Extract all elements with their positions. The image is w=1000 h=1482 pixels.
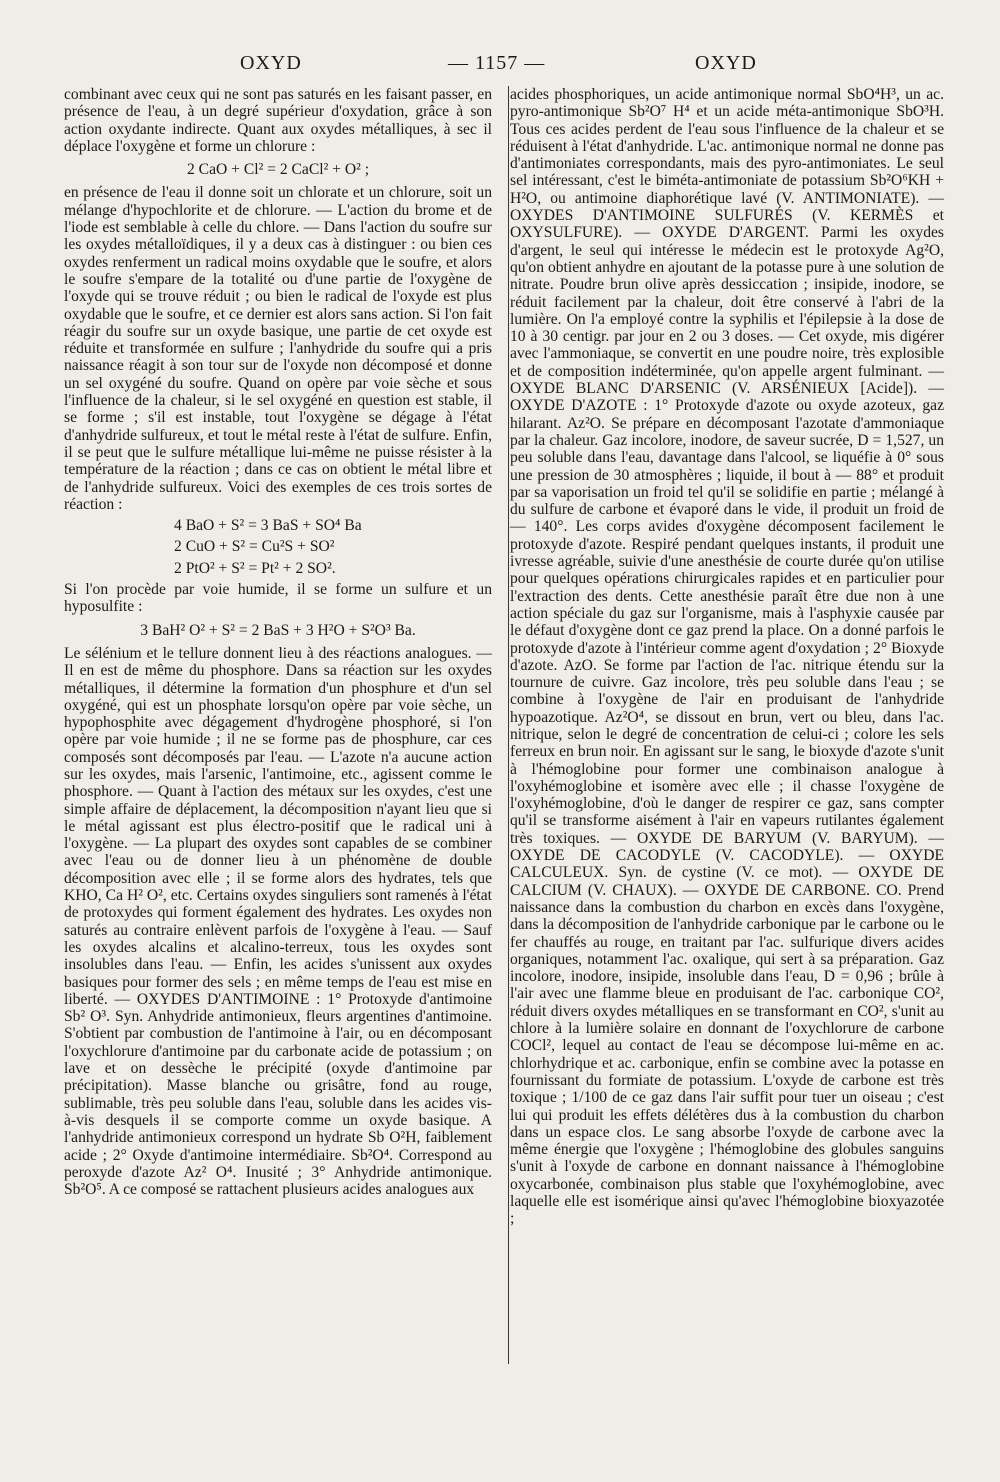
left-column [64, 86, 492, 1198]
page-number: — 1157 — [448, 52, 546, 74]
paragraph: combinant avec ceux qui ne sont pas saturés en les faisant passer, en présence de l'eau, à un degré supérieur d'oxydation, grâce à son action oxydante indirecte. Quant aux oxydes métalliques, à sec il déplace l'oxygène et forme un chlorure : [64, 86, 492, 155]
paragraph: Si l'on procède par voie humide, il se forme un sulfure et un hyposulfite : [64, 581, 492, 616]
equation: 2 CuO + S² = Cu²S + SO² [174, 538, 335, 556]
paragraph: en présence de l'eau il donne soit un chlorate et un chlorure, soit un mélange d'hypochlorite et de chlorure. — L'action du brome et de l'iode est semblable à celle du chlore. — Dans l'action du soufre sur les oxydes métalloïdiques, il y a deux cas à distinguer : ou bien ces oxydes renferment un radical moins oxydable que le soufre, et alors le soufre s'empare de la totalité ou d'une partie de l'oxygène de l'oxyde qui se trouve réduit ; ou bien le radical de l'oxyde est plus oxydable que le soufre, et ce dernier est alors sans action. Si l'on fait réagir du soufre sur un oxyde basique, une partie de cet oxyde est réduite et transformée en sulfure ; l'anhydride du soufre qui a pris naissance réagit à son tour sur de l'oxyde non décomposé et donne un sel oxygéné du soufre. Quand on opère par voie sèche et sous l'influence de la chaleur, si le sel oxygéné en question est stable, il se forme ; s'il est instable, tout l'oxygène se dégage à l'état d'anhydride sulfureux, et tout le métal reste à l'état de sulfure. Enfin, il se peut que le sulfure métallique lui-même ne puisse résister à la température de la réaction ; dans ce cas on obtient le métal libre et de l'anhydride sulfureux. Voici des exemples de ces trois sortes de réaction : [64, 184, 492, 513]
right-column [510, 86, 944, 1228]
paragraph: Le sélénium et le tellure donnent lieu à des réactions analogues. — Il en est de même du phosphore. Dans sa réaction sur les oxydes métalliques, il détermine la formation d'un phosphure et d'un sel oxygéné, qui est un phosphate lorsqu'on opère par voie sèche, un hypophosphite avec dégagement d'hydrogène phosphoré, si l'on opère par voie humide ; il ne se forme pas de phosphure, car ces composés sont décomposés par l'eau. — L'azote n'a aucune action sur les oxydes, mais l'arsenic, l'antimoine, etc., agissent comme le phosphore. — Quant à l'action des métaux sur les oxydes, c'est une simple affaire de déplacement, la décomposition n'ayant lieu que si le métal agissant est plus électro-positif que le radical uni à l'oxygène. — La plupart des oxydes sont capables de se combiner avec l'eau ou de donner lieu à un phénomène de double décomposition avec elle ; il se forme alors des hydrates, tels que KHO, Ca H² O², etc. Certains oxydes singuliers sont ramenés à l'état de protoxydes qui forment également des hydrates. Les oxydes non saturés au contraire enlèvent parfois de l'oxygène à l'eau. — Sauf les oxydes alcalins et alcalino-terreux, tous les oxydes sont insolubles dans l'eau. — Enfin, les acides s'unissent aux oxydes basiques pour former des sels ; en même temps de l'eau est mise en liberté. — OXYDES D'ANTIMOINE : 1° Protoxyde d'antimoine Sb² O³. Syn. Anhydride antimonieux, fleurs argentines d'antimoine. S'obtient par combustion de l'antimoine à l'air, ou en décomposant l'oxychlorure d'antimoine par du carbonate acide de potassium ; on lave et on dessèche le précipité (oxyde d'antimoine par précipitation). Masse blanche ou grisâtre, fond au rouge, sublimable, très peu soluble dans l'eau, soluble dans les acides vis-à-vis desquels il se comporte comme un oxyde basique. A l'anhydride antimonieux correspond un hydrate Sb O²H, faiblement acide ; 2° Oxyde d'antimoine intermédiaire. Sb²O⁴. Correspond au peroxyde d'azote Az² O⁴. Inusité ; 3° Anhydride antimonique. Sb²O⁵. A ce composé se rattachent plusieurs acides analogues aux [64, 644, 492, 1199]
equation: 4 BaO + S² = 3 BaS + SO⁴ Ba [174, 517, 362, 535]
column-divider [508, 86, 509, 1364]
equation-group [64, 517, 492, 577]
paragraph: acides phosphoriques, un acide antimonique normal SbO⁴H³, un ac. pyro-antimonique Sb²O⁷ H⁴ et un acide méta-antimonique SbO³H. Tous ces acides perdent de l'eau sous l'influence de la chaleur et se réduisent à l'état d'anhydride. L'ac. antimonique normal ne donne pas d'antimoniates correspondants, mais des pyro-antimoniates. Le seul sel intéressant, c'est le biméta-antimoniate de potassium Sb²O⁶KH + H²O, ou antimoine diaphorétique lavé (V. ANTIMONIATE). — OXYDES D'ANTIMOINE SULFURÉS (V. KERMÈS et OXYSULFURE). — OXYDE D'ARGENT. Parmi les oxydes d'argent, le seul qui intéresse le médecin est le protoxyde Ag²O, qu'on obtient anhydre en ajoutant de la potasse pure à une solution de nitrate. Poudre brun olive après dessiccation ; insipide, inodore, se réduit facilement par la chaleur, doit être conservé à l'abri de la lumière. On l'a employé contre la syphilis et l'épilepsie à la dose de 10 à 30 centigr. par jour en 2 ou 3 doses. — Cet oxyde, mis digérer avec l'ammoniaque, se convertit en une poudre noire, très explosible et de composition indéterminée, qu'on appelle argent fulminant. — OXYDE BLANC D'ARSENIC (V. ARSÉNIEUX [Acide]). — OXYDE D'AZOTE : 1° Protoxyde d'azote ou oxyde azoteux, gaz hilarant. Az²O. Se prépare en décomposant l'azotate d'ammoniaque par la chaleur. Gaz incolore, inodore, de saveur sucrée, D = 1,527, un peu soluble dans l'eau, davantage dans l'alcool, se liquéfie à 0° sous une pression de 30 atmosphères ; liquide, il bout à — 88° et produit par sa vaporisation un froid tel qu'il se solidifie en partie ; mélangé à du sulfure de carbone et évaporé dans le vide, il produit un froid de — 140°. Les corps avides d'oxygène décomposent facilement le protoxyde d'azote. Respiré pendant quelques instants, il produit une ivresse agréable, suivie d'une anesthésie de courte durée qu'on utilise pour quelques opérations chirurgicales rapides et en particulier pour l'extraction des dents. Cette anesthésie paraît être due non à une action spéciale du gaz sur l'organisme, mais à l'asphyxie causée par le défaut d'oxygène dont ce gaz prend la place. On a donné parfois le protoxyde d'azote à l'intérieur comme agent d'oxydation ; 2° Bioxyde d'azote. AzO. Se forme par l'action de l'ac. nitrique étendu sur la tournure de cuivre. Gaz incolore, très peu soluble dans l'eau ; se combine à l'oxygène de l'air en produisant de l'anhydride hypoazotique. Az²O⁴, se dissout en brun, vert ou bleu, dans l'ac. nitrique, selon le degré de concentration de celui-ci ; colore les sels ferreux en brun noir. En agissant sur le sang, le bioxyde d'azote s'unit à l'hémoglobine pour former une combinaison analogue à l'oxyhémoglobine et isomère avec elle ; il chasse l'oxygène de l'oxyhémoglobine, d'où le danger de respirer ce gaz, sans compter qu'il se transforme aisément à l'air en vapeurs rutilantes également très toxiques. — OXYDE DE BARYUM (V. BARYUM). — OXYDE DE CACODYLE (V. CACODYLE). — OXYDE CALCULEUX. Syn. de cystine (V. ce mot). — OXYDE DE CALCIUM (V. CHAUX). — OXYDE DE CARBONE. CO. Prend naissance dans la combustion du charbon en excès dans l'oxygène, dans la décomposition de l'anhydride carbonique par le carbone ou le fer chauffés au rouge, en traitant par l'ac. sulfurique divers acides organiques, notamment l'ac. oxalique, qui sert à sa préparation. Gaz incolore, inodore, insipide, insoluble dans l'eau, D = 0,96 ; brûle à l'air avec une flamme bleue en produisant de l'ac. carbonique CO², réduit divers oxydes métalliques en se transformant en CO², s'unit au chlore à la lumière solaire en donnant de l'oxychlorure de carbone COCl², lequel au contact de l'eau se décompose lui-même en ac. chlorhydrique et ac. carbonique, enfin se combine avec la potasse en fournissant du formiate de potassium. L'oxyde de carbone est très toxique ; 1/100 de ce gaz dans l'air suffit pour tuer un oiseau ; c'est lui qui produit les effets délétères dus à la combustion du charbon dans un espace clos. Le sang absorbe l'oxyde de carbone avec la même énergie que l'oxygène ; l'hémoglobine des globules sanguins s'unit à l'oxyde de carbone en donnant naissance à l'hémoglobine oxycarbonée, combinaison plus stable que l'oxyhémoglobine, avec laquelle elle est isomérique ainsi qu'avec l'hémoglobine bioxyazotée ; [510, 86, 944, 1228]
equation: 2 PtO² + S² = Pt² + 2 SO². [174, 559, 336, 577]
running-header-right: OXYD [695, 52, 757, 74]
equation: 3 BaH² O² + S² = 2 BaS + 3 H²O + S²O³ Ba. [140, 621, 416, 639]
equation: 2 CaO + Cl² = 2 CaCl² + O² ; [186, 161, 370, 179]
running-header-left: OXYD [240, 52, 302, 74]
